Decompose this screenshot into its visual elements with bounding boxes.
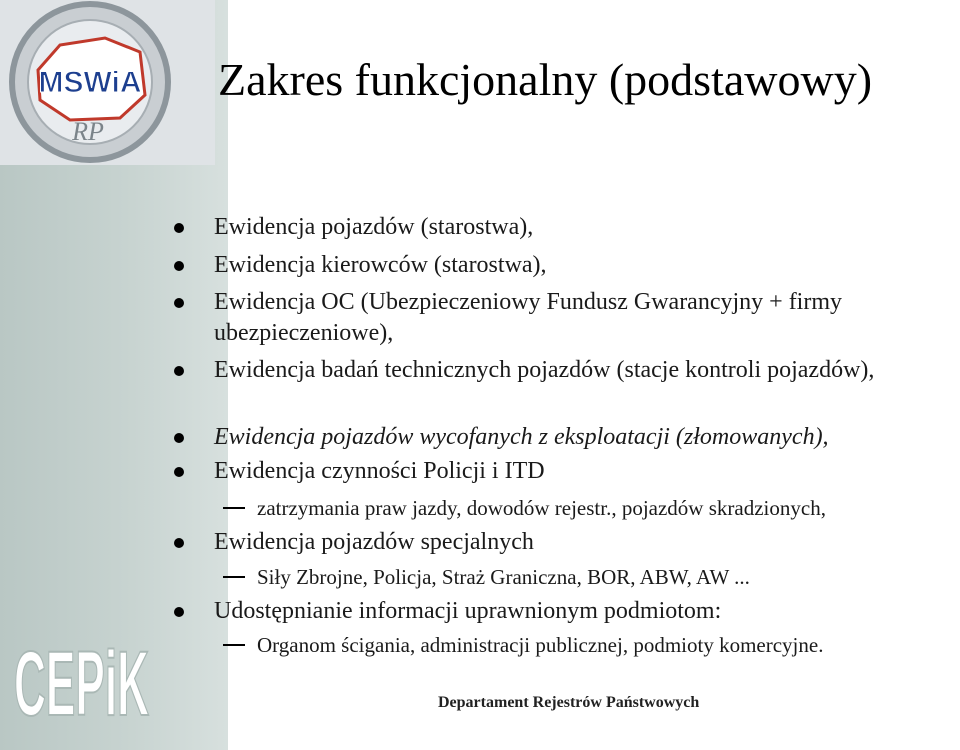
list-item: Udostępnianie informacji uprawnionym podmiotom: [214, 596, 954, 627]
mswia-logo [0, 0, 215, 165]
dash-icon [223, 507, 245, 509]
dash-icon [223, 644, 245, 646]
bullet-icon [174, 467, 184, 477]
bullet-icon [174, 538, 184, 548]
sub-item: Siły Zbrojne, Policja, Straż Graniczna, BOR, ABW, AW ... [257, 563, 947, 591]
list-item: Ewidencja czynności Policji i ITD [214, 456, 954, 487]
cepik-text: CEPiK [14, 633, 149, 735]
bullet-icon [174, 366, 184, 376]
dash-icon [223, 576, 245, 578]
bullet-icon [174, 433, 184, 443]
bullet-icon [174, 261, 184, 271]
logo-subtext: RP [72, 117, 104, 146]
bullet-icon [174, 298, 184, 308]
cepik-logo [14, 630, 154, 735]
list-item: Ewidencja pojazdów (starostwa), [214, 212, 954, 243]
sub-item: zatrzymania praw jazdy, dowodów rejestr., pojazdów skradzionych, [257, 494, 947, 522]
list-item: Ewidencja kierowców (starostwa), [214, 250, 954, 281]
bullet-icon [174, 607, 184, 617]
list-item: Ewidencja pojazdów specjalnych [214, 527, 954, 558]
slide-title: Zakres funkcjonalny (podstawowy) [218, 54, 873, 105]
bullet-icon [174, 223, 184, 233]
footer-text: Departament Rejestrów Państwowych [438, 694, 700, 711]
sub-item: Organom ścigania, administracji publicznej, podmioty komercyjne. [257, 631, 947, 659]
logo-text: MSWiA [38, 66, 142, 99]
list-item: Ewidencja badań technicznych pojazdów (stacje kontroli pojazdów), [214, 355, 954, 386]
list-item: Ewidencja pojazdów wycofanych z eksploatacji (złomowanych), [214, 422, 954, 453]
list-item: Ewidencja OC (Ubezpieczeniowy Fundusz Gwarancyjny + firmy ubezpieczeniowe), [214, 287, 954, 349]
